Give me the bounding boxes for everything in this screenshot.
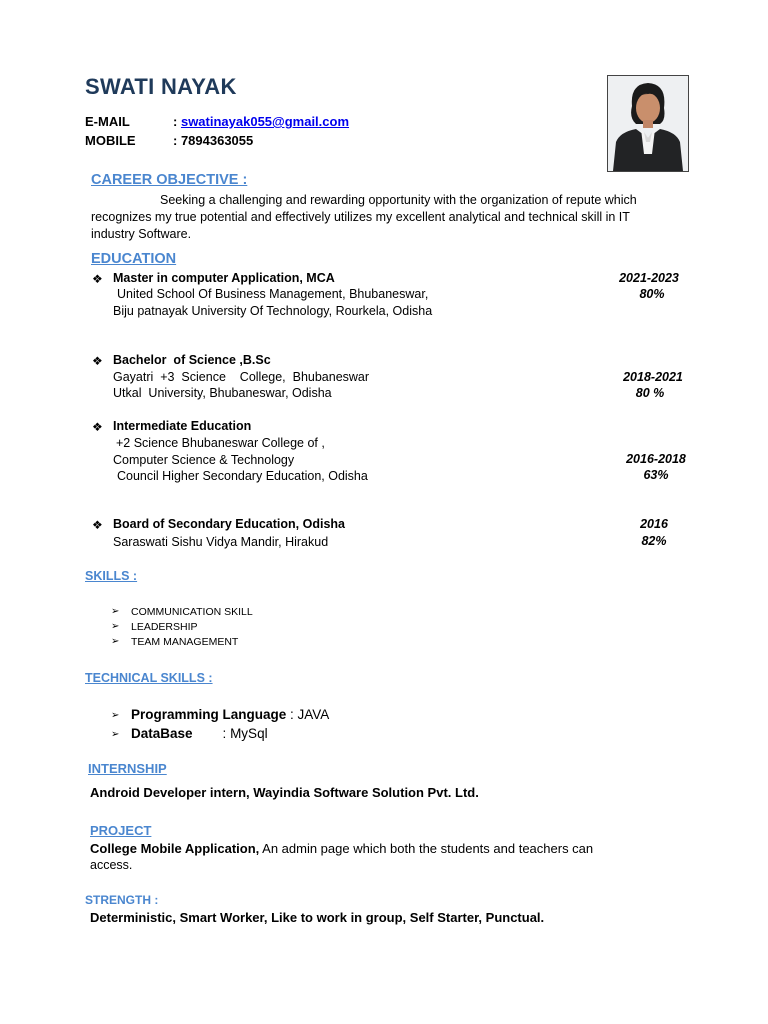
project-line-2: access. bbox=[90, 858, 133, 872]
strength-heading: STRENGTH : bbox=[85, 893, 159, 907]
skill-item: TEAM MANAGEMENT bbox=[131, 636, 239, 648]
mobile-number: : 7894363055 bbox=[173, 133, 254, 148]
education-bsc-title: Bachelor of Science ,B.Sc bbox=[113, 353, 271, 367]
education-secondary-title: Board of Secondary Education, Odisha bbox=[113, 517, 345, 531]
education-bsc-score: 80 % bbox=[635, 386, 665, 400]
skill-item: COMMUNICATION SKILL bbox=[131, 606, 253, 618]
email-row bbox=[173, 114, 349, 129]
email-separator: : bbox=[173, 114, 178, 129]
education-bsc-years: 2018-2021 bbox=[623, 370, 683, 384]
education-bsc-line-2: Utkal University, Bhubaneswar, Odisha bbox=[113, 386, 332, 400]
career-objective-heading: CAREER OBJECTIVE : bbox=[91, 172, 248, 188]
education-bullet-icon: ❖ bbox=[92, 354, 103, 368]
education-intermediate-years: 2016-2018 bbox=[626, 452, 686, 466]
tech-skill-sep: : bbox=[286, 707, 298, 722]
technical-skills-heading: TECHNICAL SKILLS : bbox=[85, 671, 213, 685]
education-mca-line-1: United School Of Business Management, Bhubaneswar, bbox=[117, 287, 429, 301]
profile-photo bbox=[607, 75, 689, 172]
internship-text: Android Developer intern, Wayindia Software Solution Pvt. Ltd. bbox=[90, 785, 479, 800]
tech-skill-label: Programming Language bbox=[131, 707, 287, 722]
education-intermediate-line-3: Council Higher Secondary Education, Odisha bbox=[117, 469, 368, 483]
arrow-bullet-icon: ➢ bbox=[111, 636, 120, 647]
candidate-name: SWATI NAYAK bbox=[85, 74, 237, 99]
education-mca-title: Master in computer Application, MCA bbox=[113, 271, 335, 285]
education-bullet-icon: ❖ bbox=[92, 518, 103, 532]
education-mca-line-2: Biju patnayak University Of Technology, Rourkela, Odisha bbox=[113, 304, 433, 318]
education-bullet-icon: ❖ bbox=[92, 420, 103, 434]
arrow-bullet-icon: ➢ bbox=[111, 729, 120, 740]
tech-skill-programming bbox=[131, 707, 329, 722]
project-title: College Mobile Application, bbox=[90, 841, 260, 856]
arrow-bullet-icon: ➢ bbox=[111, 710, 120, 721]
education-bullet-icon: ❖ bbox=[92, 272, 103, 286]
tech-skill-database bbox=[131, 726, 268, 741]
career-line-3: industry Software. bbox=[91, 227, 192, 241]
project-desc: An admin page which both the students and teachers can bbox=[259, 841, 594, 856]
tech-skill-label: DataBase bbox=[131, 726, 193, 741]
tech-skill-value: MySql bbox=[230, 726, 268, 741]
tech-skill-value: JAVA bbox=[297, 707, 330, 722]
internship-heading: INTERNSHIP bbox=[88, 761, 167, 776]
email-label: E-MAIL bbox=[85, 114, 130, 129]
arrow-bullet-icon: ➢ bbox=[111, 606, 120, 617]
skills-heading: SKILLS : bbox=[85, 569, 138, 583]
education-intermediate-line-1: +2 Science Bhubaneswar College of , bbox=[116, 436, 325, 450]
strength-text: Deterministic, Smart Worker, Like to work in group, Self Starter, Punctual. bbox=[90, 910, 545, 925]
education-secondary-years: 2016 bbox=[640, 517, 668, 531]
education-secondary-score: 82% bbox=[641, 534, 667, 548]
career-line-1: Seeking a challenging and rewarding opportunity with the organization of repute which bbox=[160, 193, 637, 207]
mobile-label: MOBILE bbox=[85, 133, 136, 148]
skill-item: LEADERSHIP bbox=[131, 621, 198, 633]
education-intermediate-title: Intermediate Education bbox=[113, 419, 252, 433]
education-intermediate-score: 63% bbox=[643, 468, 669, 482]
career-line-2: recognizes my true potential and effectively utilizes my excellent analytical and technical skill in IT bbox=[91, 210, 630, 224]
project-line-1 bbox=[90, 841, 593, 856]
education-heading: EDUCATION bbox=[91, 251, 177, 267]
tech-skill-sep: : bbox=[192, 726, 231, 741]
project-heading: PROJECT bbox=[90, 823, 152, 838]
education-intermediate-line-2: Computer Science & Technology bbox=[113, 453, 295, 467]
education-mca-years: 2021-2023 bbox=[619, 271, 679, 285]
arrow-bullet-icon: ➢ bbox=[111, 621, 120, 632]
education-secondary-line-1: Saraswati Sishu Vidya Mandir, Hirakud bbox=[113, 535, 329, 549]
education-mca-score: 80% bbox=[639, 287, 665, 301]
education-bsc-line-1: Gayatri +3 Science College, Bhubaneswar bbox=[113, 370, 370, 384]
email-link[interactable]: swatinayak055@gmail.com bbox=[180, 114, 350, 129]
